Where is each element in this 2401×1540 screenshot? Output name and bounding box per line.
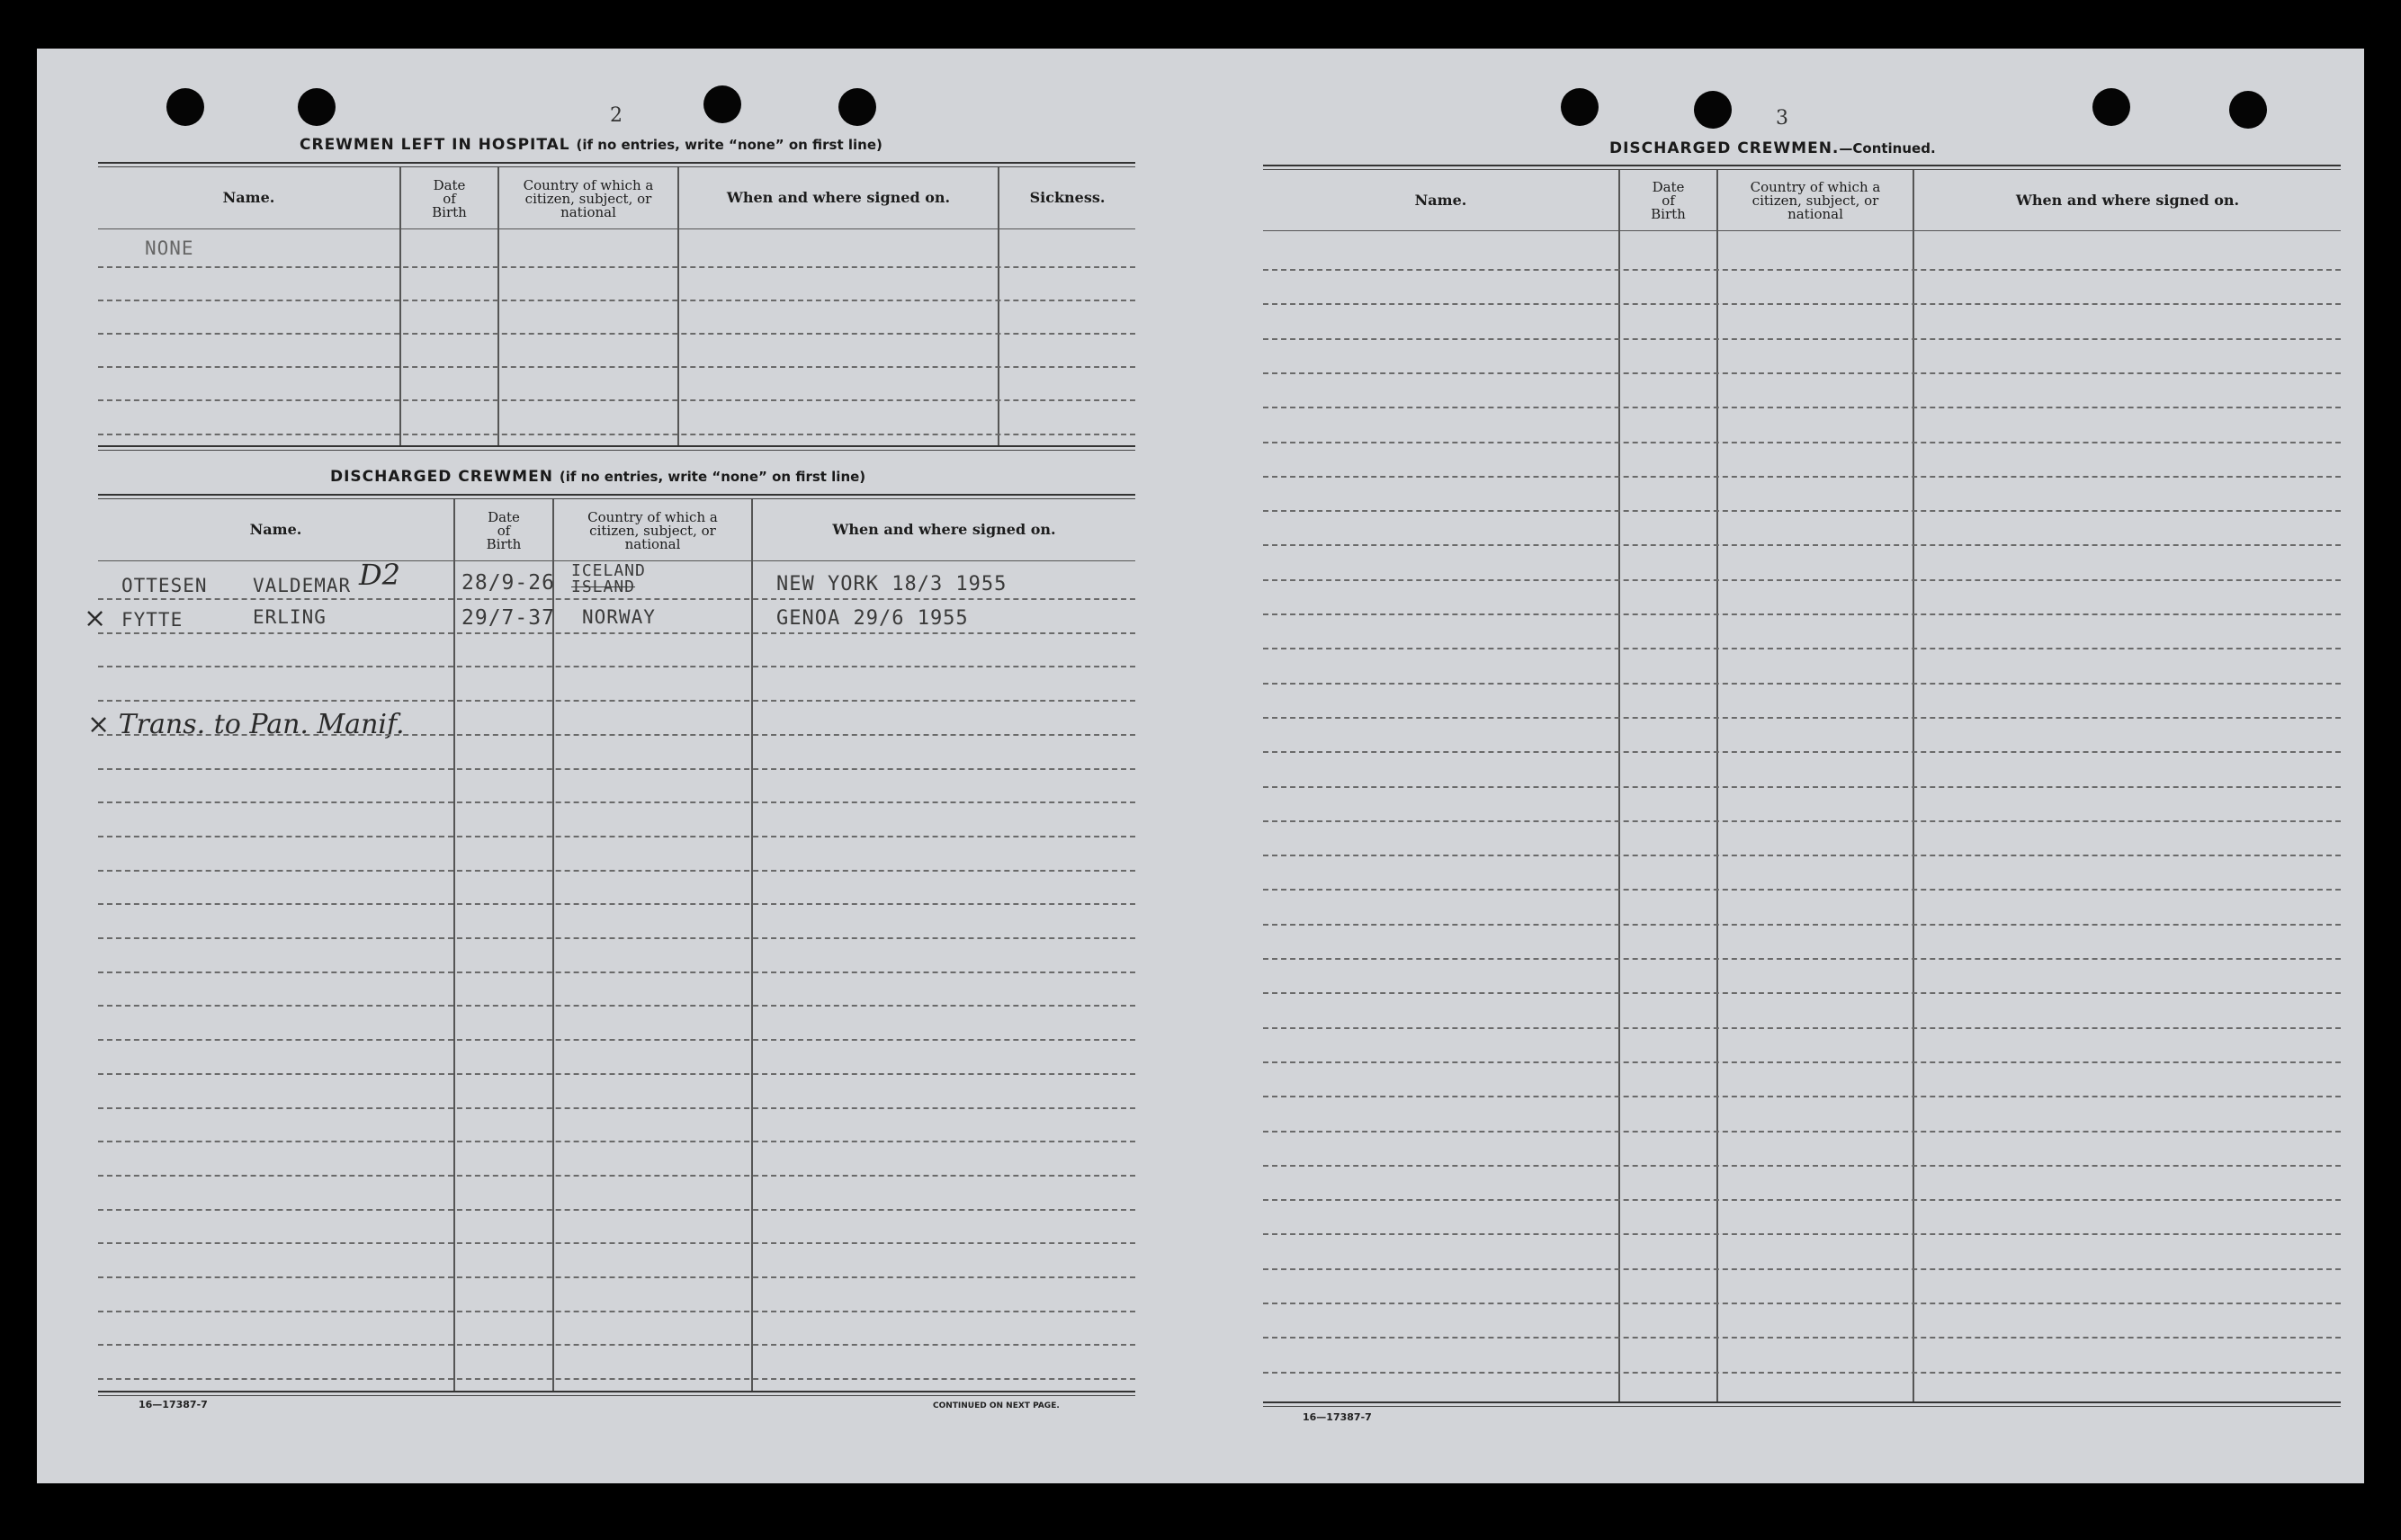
- country-line: national: [560, 203, 616, 220]
- entry-line: [1263, 1131, 2341, 1133]
- entry-line: [98, 1276, 1135, 1278]
- page-number-left: 2: [610, 104, 623, 127]
- hospital-top-rule: [98, 162, 1135, 164]
- dob-line: Birth: [486, 535, 522, 552]
- entry-line: [1263, 303, 2341, 305]
- entry-line: [98, 1311, 1135, 1312]
- country-line: Country of which a: [523, 176, 654, 193]
- discharged-header-name: Name.: [249, 521, 302, 538]
- entry-line: [1263, 1096, 2341, 1097]
- handwritten-transfer-note: × Trans. to Pan. Manif.: [87, 709, 405, 740]
- entry-line: [1263, 1199, 2341, 1201]
- entry-line: [1263, 442, 2341, 443]
- entry-line: [1263, 1303, 2341, 1304]
- row2-dob: 29/7-37: [461, 606, 555, 630]
- entry-line: [1263, 820, 2341, 822]
- entry-line: [1263, 889, 2341, 891]
- entry-line: [98, 801, 1135, 803]
- entry-line: [98, 632, 1135, 634]
- scanned-form-spread: [37, 49, 2364, 1483]
- hospital-entry-line: [98, 333, 1135, 335]
- left-bottom-rule-2: [98, 1395, 1135, 1396]
- punch-hole: [703, 85, 741, 123]
- dob-line: Date: [1652, 179, 1685, 195]
- dob-line: Date: [488, 508, 520, 525]
- row1-signed: NEW YORK 18/3 1955: [776, 573, 1008, 595]
- right-title-suffix: —Continued.: [1839, 140, 1936, 157]
- right-bottom-rule-2: [1263, 1406, 2341, 1407]
- entry-line: [1263, 407, 2341, 408]
- discharged-title-instruction: (if no entries, write “none” on first line): [559, 469, 866, 485]
- entry-line: [1263, 1337, 2341, 1339]
- right-top-rule: [1263, 165, 2341, 166]
- entry-line: [98, 971, 1135, 973]
- hospital-header-signed: When and where signed on.: [726, 189, 951, 206]
- entry-line: [98, 734, 1135, 736]
- row2-country: NORWAY: [582, 606, 656, 628]
- entry-line: [1263, 1165, 2341, 1167]
- entry-line: [98, 1073, 1135, 1075]
- entry-line: [1263, 992, 2341, 994]
- punch-hole: [2229, 91, 2267, 129]
- hospital-header-name: Name.: [222, 189, 275, 206]
- entry-line: [98, 836, 1135, 837]
- country-line: Country of which a: [587, 508, 718, 525]
- row2-given: ERLING: [253, 606, 327, 628]
- hospital-section-title: [300, 136, 882, 154]
- discharged-title-text: DISCHARGED CREWMEN: [330, 468, 553, 486]
- hospital-title-instruction: (if no entries, write “none” on first line): [576, 137, 882, 153]
- dob-line: Date: [433, 176, 466, 193]
- row2-surname: FYTTE: [121, 609, 184, 631]
- row1-surname: OTTESEN: [121, 575, 208, 596]
- dob-line: Birth: [1651, 206, 1686, 222]
- hospital-header-sickness: Sickness.: [1029, 189, 1106, 206]
- discharged-top-rule: [98, 494, 1135, 496]
- right-header-rule: [1263, 230, 2341, 231]
- hospital-bottom-rule-2: [98, 450, 1135, 451]
- entry-line: [1263, 338, 2341, 340]
- entry-line: [1263, 1061, 2341, 1063]
- entry-line: [98, 903, 1135, 905]
- hospital-header-country: [499, 169, 677, 228]
- entry-line: [1263, 1233, 2341, 1235]
- entry-line: [98, 1209, 1135, 1211]
- hospital-entry-line: [98, 300, 1135, 301]
- left-bottom-rule: [98, 1391, 1135, 1392]
- entry-line: [1263, 579, 2341, 581]
- hospital-bottom-rule: [98, 445, 1135, 447]
- hospital-none-entry: NONE: [145, 237, 194, 259]
- entry-line: [1263, 924, 2341, 926]
- continued-note: CONTINUED ON NEXT PAGE.: [933, 1401, 1060, 1410]
- entry-line: [98, 870, 1135, 872]
- right-footer-code: 16—17387-7: [1303, 1411, 1372, 1423]
- entry-line: [1263, 613, 2341, 615]
- entry-line: [1263, 751, 2341, 753]
- punch-hole: [1561, 88, 1599, 126]
- punch-hole: [166, 88, 204, 126]
- country-line: citizen, subject, or: [1751, 192, 1879, 209]
- entry-line: [98, 1005, 1135, 1007]
- hospital-entry-line: [98, 434, 1135, 435]
- page-number-right: 3: [1776, 107, 1788, 130]
- punch-hole: [298, 88, 336, 126]
- country-line: national: [1787, 206, 1843, 222]
- right-header-signed: When and where signed on.: [2015, 191, 2240, 209]
- entry-line: [1263, 544, 2341, 546]
- hospital-entry-line: [98, 399, 1135, 401]
- entry-line: [98, 1039, 1135, 1041]
- dob-line: Birth: [432, 203, 467, 220]
- entry-line: [98, 1344, 1135, 1346]
- entry-line: [1263, 269, 2341, 271]
- row1-mark: D2: [359, 558, 401, 592]
- right-header-country: [1718, 172, 1913, 230]
- hospital-header-rule: [98, 228, 1135, 229]
- country-line: citizen, subject, or: [524, 190, 652, 207]
- entry-line: [1263, 958, 2341, 960]
- entry-line: [98, 666, 1135, 667]
- hospital-entry-line: [98, 266, 1135, 268]
- row1-given: VALDEMAR: [253, 575, 352, 596]
- punch-hole: [1694, 91, 1732, 129]
- entry-line: [1263, 717, 2341, 719]
- entry-line: [98, 937, 1135, 939]
- entry-line: [98, 1175, 1135, 1177]
- entry-line: [98, 700, 1135, 702]
- entry-line: [98, 1107, 1135, 1109]
- dob-line: of: [497, 522, 511, 539]
- entry-line: [1263, 683, 2341, 685]
- country-line: citizen, subject, or: [589, 522, 716, 539]
- right-bottom-rule: [1263, 1401, 2341, 1403]
- entry-line: [98, 598, 1135, 600]
- row1-country-struck: ISLAND: [571, 578, 636, 596]
- discharged-header-dob: [455, 501, 552, 560]
- right-header-name: Name.: [1414, 191, 1467, 209]
- punch-hole: [838, 88, 876, 126]
- row1-dob: 28/9-26: [461, 571, 555, 595]
- right-title-text: DISCHARGED CREWMEN.: [1609, 139, 1840, 157]
- discharged-section-title: [330, 468, 865, 486]
- hospital-entry-line: [98, 366, 1135, 368]
- entry-line: [1263, 1372, 2341, 1374]
- discharged-header-signed: When and where signed on.: [832, 521, 1056, 538]
- entry-line: [1263, 1268, 2341, 1270]
- hospital-title-text: CREWMEN LEFT IN HOSPITAL: [300, 136, 570, 154]
- entry-line: [98, 1242, 1135, 1244]
- country-line: Country of which a: [1750, 179, 1881, 195]
- punch-hole: [2092, 88, 2130, 126]
- entry-line: [1263, 1027, 2341, 1029]
- entry-line: [98, 768, 1135, 770]
- entry-line: [98, 1378, 1135, 1380]
- discharged-header-country: [554, 501, 751, 560]
- entry-line: [98, 1141, 1135, 1142]
- left-footer-code: 16—17387-7: [139, 1399, 208, 1410]
- entry-line: [1263, 786, 2341, 788]
- entry-line: [1263, 510, 2341, 512]
- country-line: national: [624, 535, 681, 552]
- dob-line: of: [443, 190, 456, 207]
- row2-prefix-mark: ×: [84, 603, 107, 634]
- right-section-title: [1609, 139, 1936, 157]
- row1-country-corrected: ICELAND: [571, 561, 646, 580]
- right-header-dob: [1620, 172, 1716, 230]
- hospital-header-dob: [401, 169, 497, 228]
- row2-signed: GENOA 29/6 1955: [776, 607, 969, 630]
- entry-line: [1263, 648, 2341, 649]
- entry-line: [1263, 372, 2341, 374]
- entry-line: [1263, 855, 2341, 856]
- dob-line: of: [1662, 192, 1675, 209]
- entry-line: [1263, 476, 2341, 478]
